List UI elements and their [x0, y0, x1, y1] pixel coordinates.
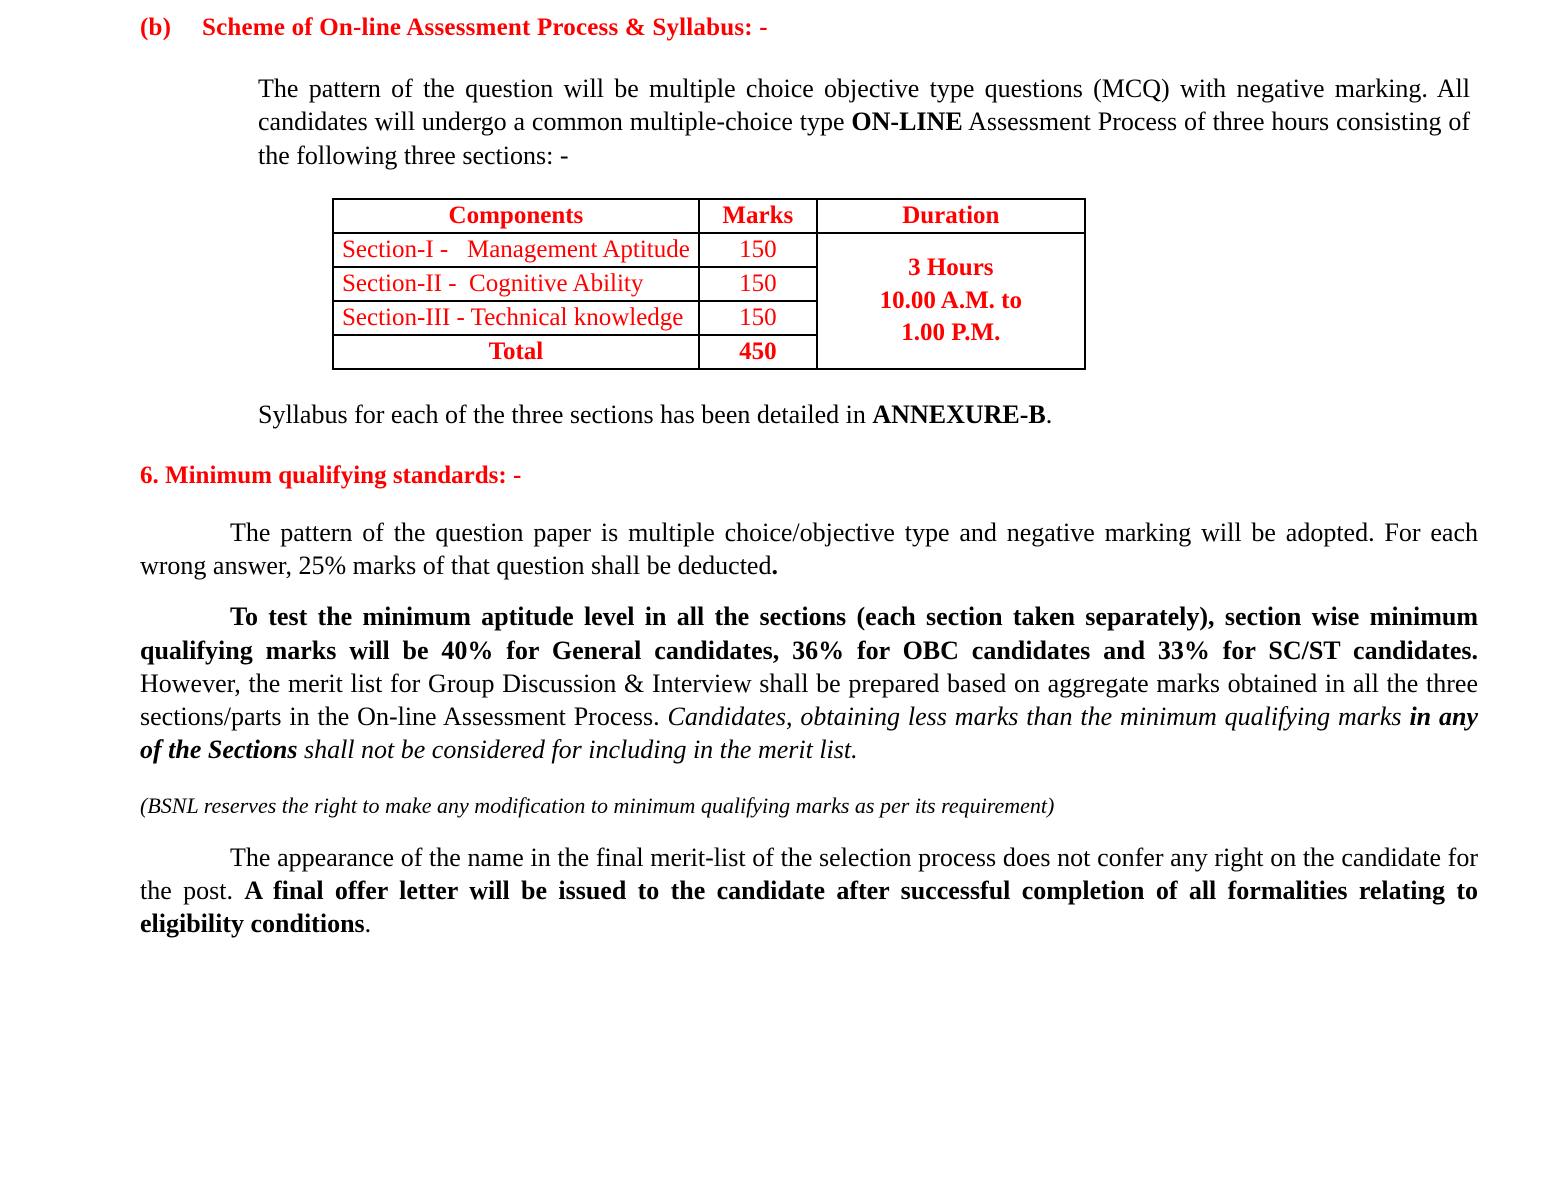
table-header-components: Components — [333, 199, 699, 233]
table-cell-component: Section-II - Cognitive Ability — [333, 267, 699, 301]
section-6-paragraph-1-text: The pattern of the question paper is multiple choice/objective type and negative marking will be adopted. For each wrong answer, 25% marks of that question shall be deducted — [140, 517, 1478, 581]
syllabus-note-part1: Syllabus for each of the three sections has been detailed in — [258, 399, 873, 429]
table-header-duration: Duration — [817, 199, 1085, 233]
syllabus-note-part2: . — [1045, 399, 1053, 429]
offer-letter-bold: A final offer letter will be issued to the candidate after successful completion of all formalities relating to eligibility conditions — [140, 875, 1478, 939]
section-b-paragraph — [258, 72, 1470, 172]
section-6-paragraph-3 — [140, 841, 1478, 941]
syllabus-note — [258, 400, 1490, 430]
qualifying-marks-italic-2: shall not be considered for including in the merit list. — [297, 735, 858, 765]
table-header-marks: Marks — [699, 199, 817, 233]
table-cell-marks: 150 — [699, 301, 817, 335]
section-6-paragraph-2 — [140, 600, 1478, 766]
table-cell-total-label: Total — [333, 335, 699, 369]
table-cell-component: Section-III - Technical knowledge — [333, 301, 699, 335]
assessment-scheme-table — [332, 198, 1086, 370]
table-cell-total-marks: 450 — [699, 335, 817, 369]
merit-list-normal: The appearance of the name in the final merit-list of the selection process does not confer any right on the candidate for the post. — [140, 842, 1478, 905]
annexure-reference: ANNEXURE-B — [872, 399, 1046, 429]
section-b-paragraph-bold: ON-LINE — [851, 107, 963, 137]
offer-letter-end: . — [364, 909, 372, 939]
qualifying-marks-italic-1: Candidates, obtaining less marks than the minimum qualifying marks — [667, 702, 1410, 732]
section-b-paragraph-part1: The pattern of the question will be multiple choice objective type questions (MCQ) with negative marking. All candidates will undergo a common multiple-choice type — [258, 74, 1470, 137]
table-row — [333, 233, 1085, 267]
duration-line-3: 1.00 P.M. — [901, 319, 1001, 347]
duration-line-1: 3 Hours — [908, 254, 994, 282]
table-cell-marks: 150 — [699, 233, 817, 267]
section-6-paragraph-1 — [140, 516, 1478, 583]
section-b-heading — [140, 14, 1490, 42]
table-cell-component: Section-I - Management Aptitude — [333, 233, 699, 267]
table-cell-duration — [817, 233, 1085, 369]
qualifying-marks-bold: To test the minimum aptitude level in all the sections (each section taken separately), section wise minimum qualifying marks will be 40% for General candidates, 36% for OBC candidates and 33% for SC/ST candidates. — [140, 602, 1478, 665]
duration-line-2: 10.00 A.M. to — [879, 286, 1022, 314]
table-header-row — [333, 199, 1085, 233]
section-b-label: (b) — [140, 14, 172, 41]
qualifying-marks-italic-bold: in any of the Sections — [140, 702, 1479, 765]
qualifying-marks-normal: However, the merit list for Group Discussion & Interview shall be prepared based on aggregate marks obtained in all the three sections/parts in the On-line Assessment Process. — [140, 668, 1478, 732]
section-b-title: Scheme of On-line Assessment Process & Syllabus: - — [202, 14, 768, 41]
section-b-paragraph-part2: Assessment Process of three hours consisting of the following three sections: - — [258, 107, 1471, 170]
section-6-body — [140, 516, 1478, 941]
section-6-heading: 6. Minimum qualifying standards: - — [140, 461, 522, 489]
bsnl-modification-note: (BSNL reserves the right to make any modification to minimum qualifying marks as per its requirement) — [140, 792, 1055, 818]
section-b-body — [258, 72, 1470, 172]
section-6-paragraph-1-end: . — [771, 551, 778, 581]
table-cell-marks: 150 — [699, 267, 817, 301]
